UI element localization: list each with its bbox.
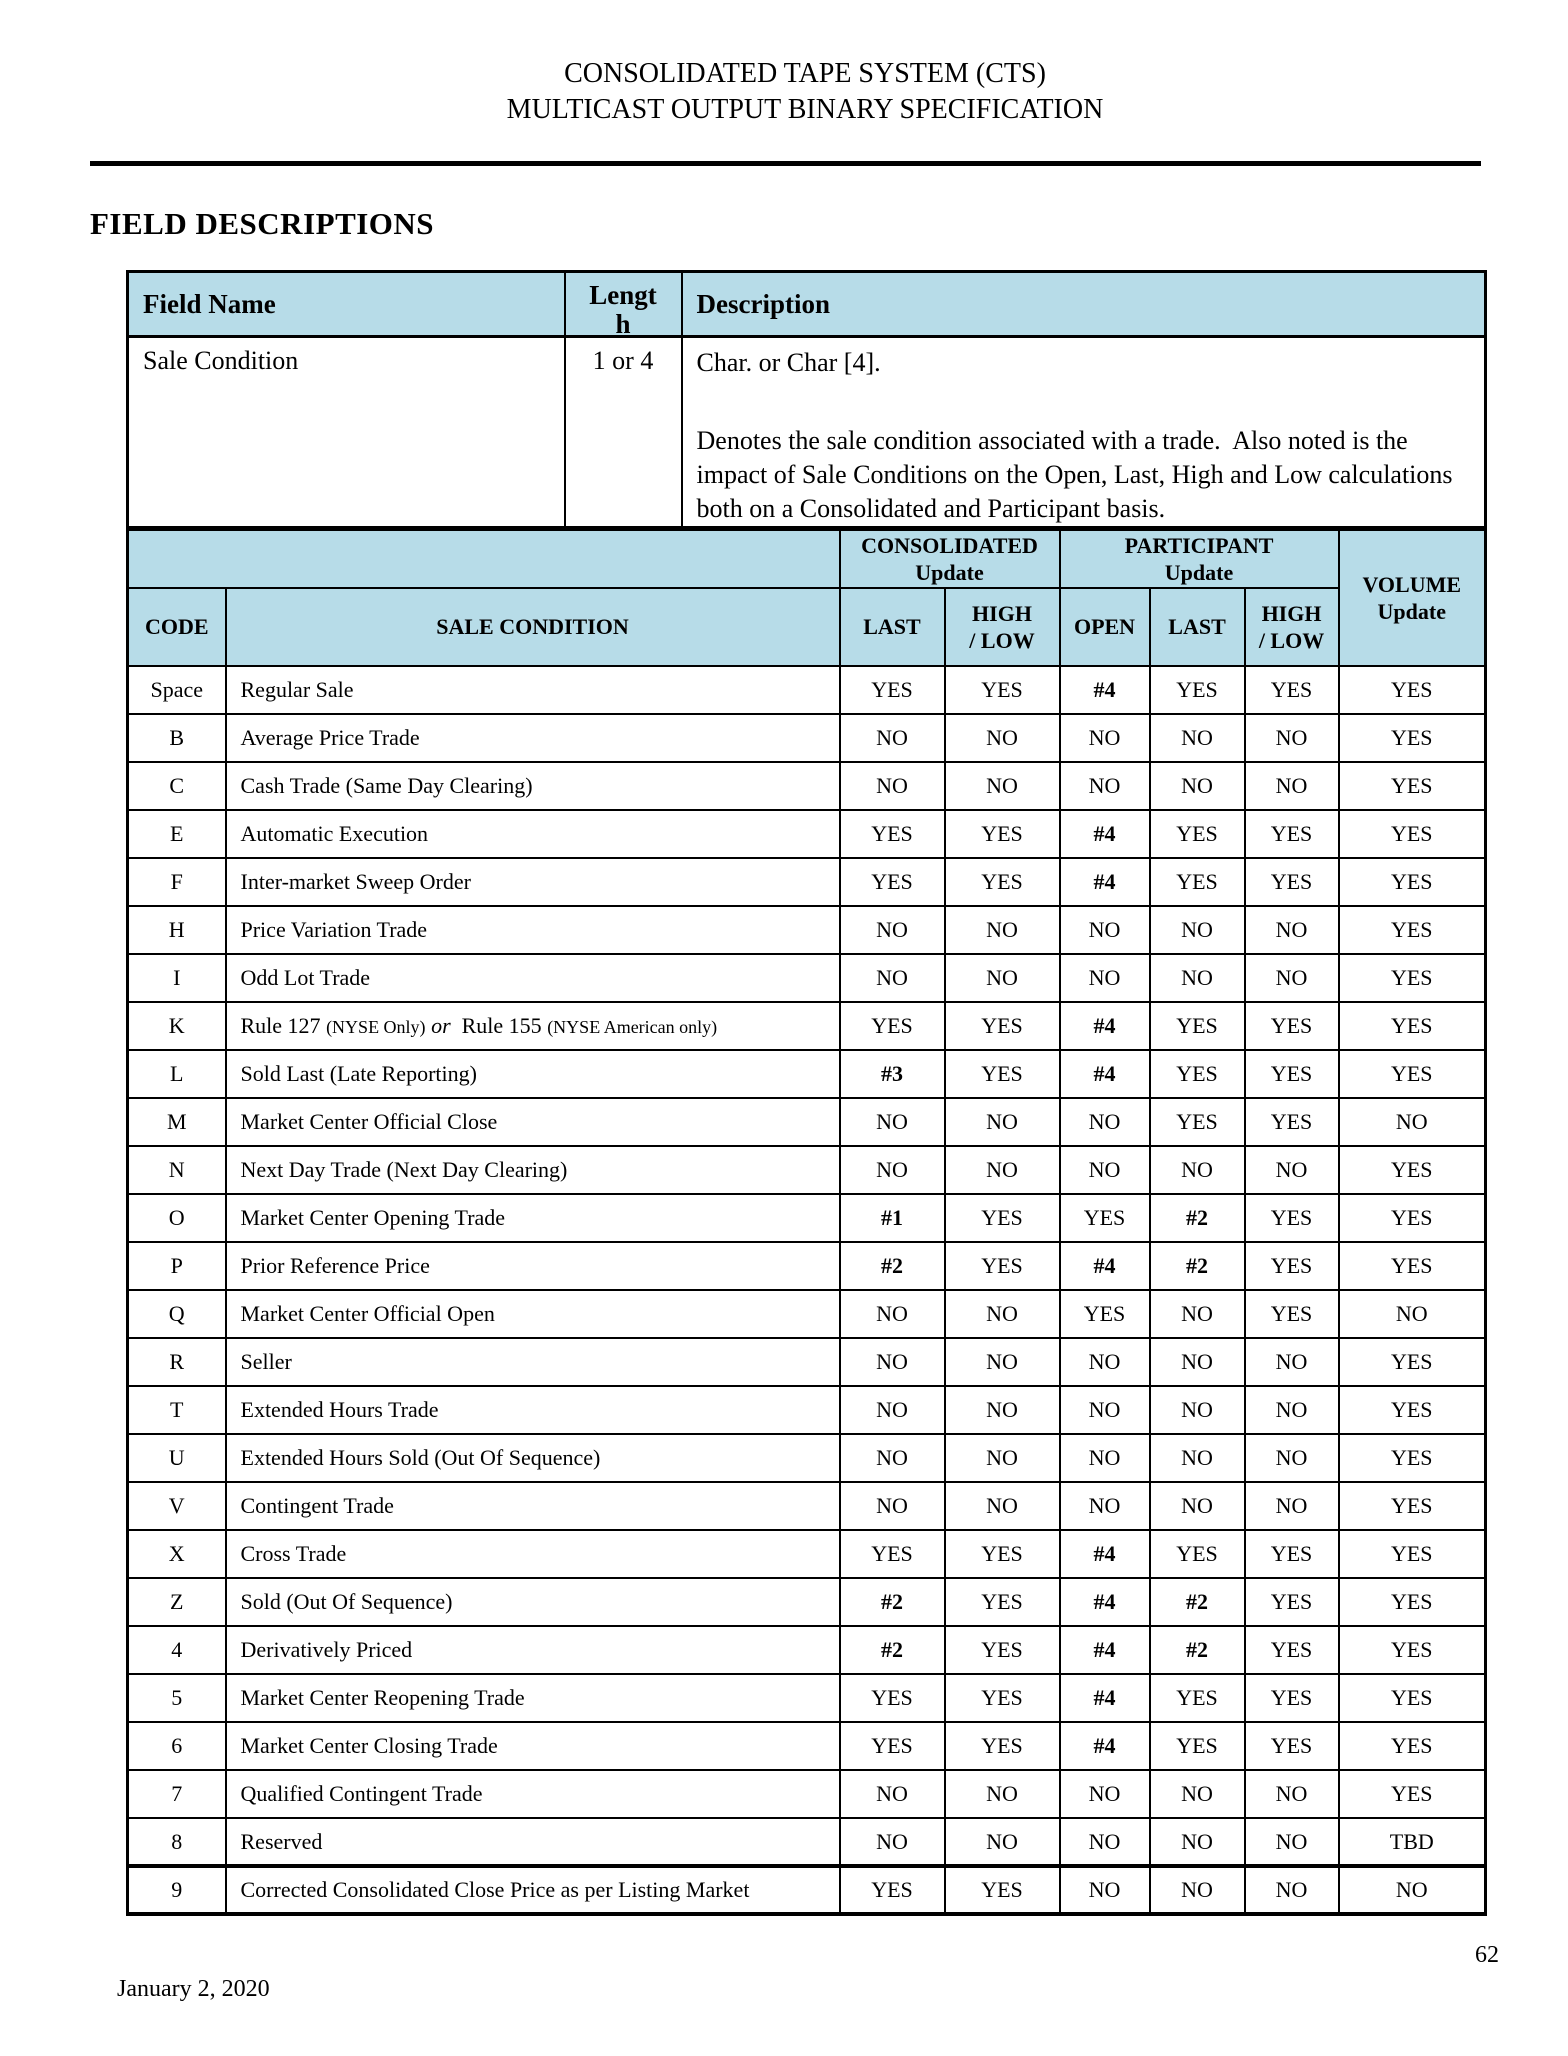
sale-condition-cell: Next Day Trade (Next Day Clearing): [226, 1146, 840, 1194]
value-cell: NO: [1150, 1818, 1245, 1866]
value-cell: YES: [1150, 1674, 1245, 1722]
value-cell: NO: [840, 1434, 945, 1482]
value-cell: NO: [945, 954, 1060, 1002]
value-cell: NO: [1245, 1434, 1339, 1482]
code-cell: M: [128, 1098, 226, 1146]
value-cell: YES: [1150, 858, 1245, 906]
sale-condition-table: [126, 529, 1487, 1916]
value-cell: NO: [840, 1290, 945, 1338]
value-cell: YES: [945, 1626, 1060, 1674]
value-cell: YES: [1245, 1002, 1339, 1050]
value-cell: #2: [840, 1626, 945, 1674]
condition-row: [128, 666, 1486, 714]
value-cell: YES: [840, 1722, 945, 1770]
sale-condition-text-part: Rule 155: [450, 1013, 548, 1038]
value-cell: #4: [1060, 1002, 1150, 1050]
value-cell: NO: [840, 1770, 945, 1818]
value-cell: YES: [945, 1002, 1060, 1050]
value-cell: YES: [1060, 1194, 1150, 1242]
condition-row: [128, 1338, 1486, 1386]
header-rule: [90, 161, 1481, 166]
value-cell: NO: [840, 1098, 945, 1146]
condition-row: [128, 1770, 1486, 1818]
length-cell: 1 or 4: [565, 337, 682, 528]
code-cell: B: [128, 714, 226, 762]
value-cell: YES: [1339, 1050, 1486, 1098]
value-cell: NO: [840, 1146, 945, 1194]
value-cell: NO: [1060, 1146, 1150, 1194]
value-cell: YES: [1150, 1722, 1245, 1770]
value-cell: NO: [1245, 1338, 1339, 1386]
value-cell: YES: [1245, 1674, 1339, 1722]
value-cell: YES: [1339, 1002, 1486, 1050]
value-cell: #4: [1060, 1674, 1150, 1722]
value-cell: NO: [1060, 954, 1150, 1002]
value-cell: NO: [1060, 1482, 1150, 1530]
value-cell: YES: [1150, 666, 1245, 714]
sale-condition-cell: Inter-market Sweep Order: [226, 858, 840, 906]
length-header-text: Lengt h: [589, 281, 657, 335]
sale-condition-cell: Market Center Closing Trade: [226, 1722, 840, 1770]
value-cell: #2: [1150, 1194, 1245, 1242]
condition-row: [128, 1674, 1486, 1722]
code-cell: 4: [128, 1626, 226, 1674]
value-cell: NO: [1060, 1818, 1150, 1866]
sale-condition-cell: Seller: [226, 1338, 840, 1386]
value-cell: NO: [1339, 1098, 1486, 1146]
value-cell: NO: [1060, 1098, 1150, 1146]
value-cell: YES: [945, 1866, 1060, 1914]
value-cell: NO: [1245, 714, 1339, 762]
description-intro: Char. or Char [4].: [696, 348, 881, 377]
value-cell: NO: [1150, 1770, 1245, 1818]
value-cell: NO: [1245, 1818, 1339, 1866]
value-cell: NO: [945, 1386, 1060, 1434]
sale-condition-cell: Extended Hours Trade: [226, 1386, 840, 1434]
field-name-header: Field Name: [128, 272, 565, 337]
value-cell: TBD: [1339, 1818, 1486, 1866]
value-cell: NO: [945, 1338, 1060, 1386]
value-cell: YES: [1245, 1194, 1339, 1242]
condition-row: [128, 1626, 1486, 1674]
condition-row: [128, 1146, 1486, 1194]
value-cell: #4: [1060, 1242, 1150, 1290]
value-cell: NO: [1060, 1770, 1150, 1818]
consolidated-high-low-header: HIGH / LOW: [945, 588, 1060, 666]
value-cell: YES: [945, 1050, 1060, 1098]
condition-row: [128, 1530, 1486, 1578]
group-header-row: [128, 530, 1486, 588]
value-cell: YES: [1245, 1626, 1339, 1674]
value-cell: NO: [840, 1386, 945, 1434]
value-cell: NO: [840, 762, 945, 810]
value-cell: YES: [1245, 858, 1339, 906]
sale-condition-cell: Contingent Trade: [226, 1482, 840, 1530]
value-cell: NO: [945, 1770, 1060, 1818]
value-cell: NO: [1150, 1434, 1245, 1482]
condition-row: [128, 1002, 1486, 1050]
value-cell: YES: [1060, 1290, 1150, 1338]
value-cell: #4: [1060, 1626, 1150, 1674]
value-cell: #2: [840, 1242, 945, 1290]
condition-row: [128, 1242, 1486, 1290]
value-cell: NO: [840, 1818, 945, 1866]
code-cell: 7: [128, 1770, 226, 1818]
value-cell: YES: [1245, 1290, 1339, 1338]
sale-condition-text-part: or: [431, 1013, 451, 1038]
value-cell: YES: [840, 1530, 945, 1578]
value-cell: #3: [840, 1050, 945, 1098]
code-cell: L: [128, 1050, 226, 1098]
value-cell: YES: [945, 1530, 1060, 1578]
field-table-header: [128, 272, 1486, 337]
sale-condition-cell: Sold (Out Of Sequence): [226, 1578, 840, 1626]
condition-row: [128, 1818, 1486, 1866]
value-cell: YES: [1150, 1002, 1245, 1050]
value-cell: YES: [1245, 1098, 1339, 1146]
value-cell: NO: [1245, 1866, 1339, 1914]
condition-row: [128, 714, 1486, 762]
value-cell: NO: [1060, 1386, 1150, 1434]
code-cell: V: [128, 1482, 226, 1530]
sale-condition-cell: Market Center Official Close: [226, 1098, 840, 1146]
code-cell: 9: [128, 1866, 226, 1914]
code-cell: N: [128, 1146, 226, 1194]
value-cell: YES: [1339, 1722, 1486, 1770]
condition-row: [128, 858, 1486, 906]
value-cell: YES: [1339, 1146, 1486, 1194]
participant-open-header: OPEN: [1060, 588, 1150, 666]
value-cell: #4: [1060, 1722, 1150, 1770]
code-cell: I: [128, 954, 226, 1002]
value-cell: NO: [1245, 1146, 1339, 1194]
value-cell: YES: [945, 1722, 1060, 1770]
value-cell: NO: [1150, 1866, 1245, 1914]
value-cell: YES: [1339, 1338, 1486, 1386]
value-cell: YES: [1339, 1626, 1486, 1674]
condition-row: [128, 1050, 1486, 1098]
sale-condition-text-part: (NYSE American only): [547, 1017, 718, 1037]
sale-condition-text-part: Rule 127: [240, 1013, 327, 1038]
sale-condition-table-body: [128, 666, 1486, 1914]
sale-condition-cell: [226, 1002, 840, 1050]
value-cell: YES: [1245, 1242, 1339, 1290]
value-cell: #2: [1150, 1578, 1245, 1626]
group-header-blank: [128, 530, 840, 588]
condition-row: [128, 1434, 1486, 1482]
value-cell: NO: [945, 762, 1060, 810]
value-cell: YES: [1245, 1530, 1339, 1578]
sale-condition-cell: Market Center Reopening Trade: [226, 1674, 840, 1722]
description-header: Description: [682, 272, 1486, 337]
value-cell: YES: [1339, 906, 1486, 954]
value-cell: NO: [1150, 1146, 1245, 1194]
value-cell: YES: [1245, 1578, 1339, 1626]
value-cell: YES: [1339, 1194, 1486, 1242]
value-cell: YES: [1150, 1530, 1245, 1578]
value-cell: NO: [1245, 1482, 1339, 1530]
sale-condition-cell: Corrected Consolidated Close Price as per Listing Market: [226, 1866, 840, 1914]
condition-row: [128, 1482, 1486, 1530]
value-cell: YES: [840, 858, 945, 906]
value-cell: YES: [1150, 810, 1245, 858]
value-cell: #4: [1060, 1578, 1150, 1626]
value-cell: NO: [840, 906, 945, 954]
value-cell: NO: [945, 1818, 1060, 1866]
value-cell: NO: [1245, 906, 1339, 954]
value-cell: YES: [945, 1194, 1060, 1242]
value-cell: NO: [945, 714, 1060, 762]
value-cell: NO: [945, 1290, 1060, 1338]
value-cell: YES: [1339, 714, 1486, 762]
group-header-consolidated: CONSOLIDATED Update: [840, 530, 1060, 588]
value-cell: NO: [840, 714, 945, 762]
value-cell: YES: [945, 666, 1060, 714]
value-cell: YES: [945, 1242, 1060, 1290]
condition-row: [128, 810, 1486, 858]
value-cell: YES: [1339, 762, 1486, 810]
value-cell: #2: [840, 1578, 945, 1626]
condition-row: [128, 1722, 1486, 1770]
field-table-header-row: [128, 272, 1486, 337]
condition-row: [128, 906, 1486, 954]
value-cell: #4: [1060, 1530, 1150, 1578]
doc-title-line2: MULTICAST OUTPUT BINARY SPECIFICATION: [506, 94, 1104, 125]
value-cell: NO: [1060, 906, 1150, 954]
code-header: CODE: [128, 588, 226, 666]
field-name-cell: Sale Condition: [128, 337, 565, 528]
consolidated-last-header: LAST: [840, 588, 945, 666]
value-cell: YES: [1339, 1770, 1486, 1818]
condition-row: [128, 1386, 1486, 1434]
footer-date: January 2, 2020: [117, 1976, 270, 2002]
sale-condition-cell: Reserved: [226, 1818, 840, 1866]
code-cell: F: [128, 858, 226, 906]
condition-row: [128, 954, 1486, 1002]
value-cell: YES: [1339, 810, 1486, 858]
value-cell: YES: [1150, 1050, 1245, 1098]
sale-condition-cell: Prior Reference Price: [226, 1242, 840, 1290]
value-cell: YES: [945, 858, 1060, 906]
condition-row: [128, 1098, 1486, 1146]
value-cell: YES: [840, 1866, 945, 1914]
value-cell: YES: [840, 1002, 945, 1050]
condition-row: [128, 762, 1486, 810]
value-cell: YES: [1339, 1674, 1486, 1722]
sale-condition-cell: Price Variation Trade: [226, 906, 840, 954]
value-cell: NO: [1060, 1434, 1150, 1482]
value-cell: NO: [1150, 1482, 1245, 1530]
code-cell: K: [128, 1002, 226, 1050]
value-cell: #4: [1060, 1050, 1150, 1098]
value-cell: YES: [945, 1578, 1060, 1626]
sale-condition-table-header: [128, 530, 1486, 666]
value-cell: NO: [945, 1146, 1060, 1194]
code-cell: P: [128, 1242, 226, 1290]
value-cell: NO: [1339, 1290, 1486, 1338]
value-cell: YES: [1339, 1578, 1486, 1626]
value-cell: NO: [1150, 1386, 1245, 1434]
value-cell: YES: [1245, 1050, 1339, 1098]
code-cell: H: [128, 906, 226, 954]
code-cell: E: [128, 810, 226, 858]
code-cell: Space: [128, 666, 226, 714]
field-description-table: [126, 270, 1487, 529]
value-cell: NO: [1245, 1770, 1339, 1818]
value-cell: YES: [1339, 1530, 1486, 1578]
value-cell: NO: [1060, 1338, 1150, 1386]
value-cell: NO: [945, 1434, 1060, 1482]
value-cell: YES: [1339, 1242, 1486, 1290]
value-cell: YES: [1339, 858, 1486, 906]
description-cell: [682, 337, 1486, 528]
doc-title-line1: CONSOLIDATED TAPE SYSTEM (CTS): [564, 58, 1046, 89]
description-detail: Denotes the sale condition associated with a trade. Also noted is the impact of Sale Conditions on the Open, Last, High and Low calculations both on a Consolidated and Participant basis.: [696, 426, 1460, 523]
value-cell: #1: [840, 1194, 945, 1242]
value-cell: NO: [1060, 714, 1150, 762]
code-cell: R: [128, 1338, 226, 1386]
value-cell: NO: [1245, 954, 1339, 1002]
length-header: [565, 272, 682, 337]
code-cell: Q: [128, 1290, 226, 1338]
value-cell: NO: [1150, 1290, 1245, 1338]
value-cell: YES: [1339, 666, 1486, 714]
value-cell: YES: [945, 810, 1060, 858]
condition-row: [128, 1866, 1486, 1914]
sale-condition-cell: Market Center Opening Trade: [226, 1194, 840, 1242]
value-cell: YES: [840, 666, 945, 714]
condition-row: [128, 1578, 1486, 1626]
value-cell: NO: [945, 1482, 1060, 1530]
value-cell: NO: [1150, 954, 1245, 1002]
value-cell: NO: [1150, 762, 1245, 810]
sale-condition-cell: Market Center Official Open: [226, 1290, 840, 1338]
value-cell: NO: [1060, 1866, 1150, 1914]
sale-condition-header: SALE CONDITION: [226, 588, 840, 666]
participant-last-header: LAST: [1150, 588, 1245, 666]
value-cell: YES: [840, 810, 945, 858]
code-cell: 5: [128, 1674, 226, 1722]
section-heading: FIELD DESCRIPTIONS: [90, 206, 435, 241]
value-cell: YES: [840, 1674, 945, 1722]
code-cell: 6: [128, 1722, 226, 1770]
sale-condition-cell: Regular Sale: [226, 666, 840, 714]
value-cell: YES: [1339, 1482, 1486, 1530]
value-cell: YES: [1245, 1722, 1339, 1770]
value-cell: #4: [1060, 666, 1150, 714]
value-cell: NO: [1339, 1866, 1486, 1914]
value-cell: #2: [1150, 1242, 1245, 1290]
value-cell: YES: [1339, 954, 1486, 1002]
code-cell: X: [128, 1530, 226, 1578]
sale-condition-cell: Average Price Trade: [226, 714, 840, 762]
doc-header: [126, 56, 1484, 128]
value-cell: NO: [1245, 762, 1339, 810]
group-header-volume: VOLUME Update: [1339, 530, 1486, 666]
column-header-row: [128, 588, 1486, 666]
sale-condition-cell: Cash Trade (Same Day Clearing): [226, 762, 840, 810]
value-cell: #4: [1060, 858, 1150, 906]
value-cell: YES: [1339, 1386, 1486, 1434]
participant-high-low-header: HIGH / LOW: [1245, 588, 1339, 666]
value-cell: YES: [1339, 1434, 1486, 1482]
value-cell: NO: [840, 954, 945, 1002]
group-header-participant: PARTICIPANT Update: [1060, 530, 1339, 588]
field-table-row: [128, 337, 1486, 528]
code-cell: T: [128, 1386, 226, 1434]
page-number: 62: [1475, 1942, 1499, 1968]
value-cell: NO: [840, 1338, 945, 1386]
value-cell: NO: [1150, 906, 1245, 954]
code-cell: U: [128, 1434, 226, 1482]
value-cell: NO: [1150, 1338, 1245, 1386]
value-cell: YES: [945, 1674, 1060, 1722]
sale-condition-cell: Sold Last (Late Reporting): [226, 1050, 840, 1098]
condition-row: [128, 1290, 1486, 1338]
code-cell: 8: [128, 1818, 226, 1866]
sale-condition-cell: Extended Hours Sold (Out Of Sequence): [226, 1434, 840, 1482]
value-cell: YES: [1245, 666, 1339, 714]
value-cell: NO: [945, 1098, 1060, 1146]
code-cell: C: [128, 762, 226, 810]
sale-condition-cell: Cross Trade: [226, 1530, 840, 1578]
sale-condition-cell: Qualified Contingent Trade: [226, 1770, 840, 1818]
value-cell: YES: [1150, 1098, 1245, 1146]
value-cell: NO: [1060, 762, 1150, 810]
sale-condition-cell: Automatic Execution: [226, 810, 840, 858]
value-cell: NO: [840, 1482, 945, 1530]
value-cell: NO: [1150, 714, 1245, 762]
value-cell: YES: [1245, 810, 1339, 858]
code-cell: Z: [128, 1578, 226, 1626]
sale-condition-cell: Odd Lot Trade: [226, 954, 840, 1002]
sale-condition-text-part: (NYSE Only): [326, 1017, 426, 1037]
value-cell: NO: [1245, 1386, 1339, 1434]
condition-row: [128, 1194, 1486, 1242]
code-cell: O: [128, 1194, 226, 1242]
value-cell: #2: [1150, 1626, 1245, 1674]
value-cell: NO: [945, 906, 1060, 954]
value-cell: #4: [1060, 810, 1150, 858]
sale-condition-cell: Derivatively Priced: [226, 1626, 840, 1674]
